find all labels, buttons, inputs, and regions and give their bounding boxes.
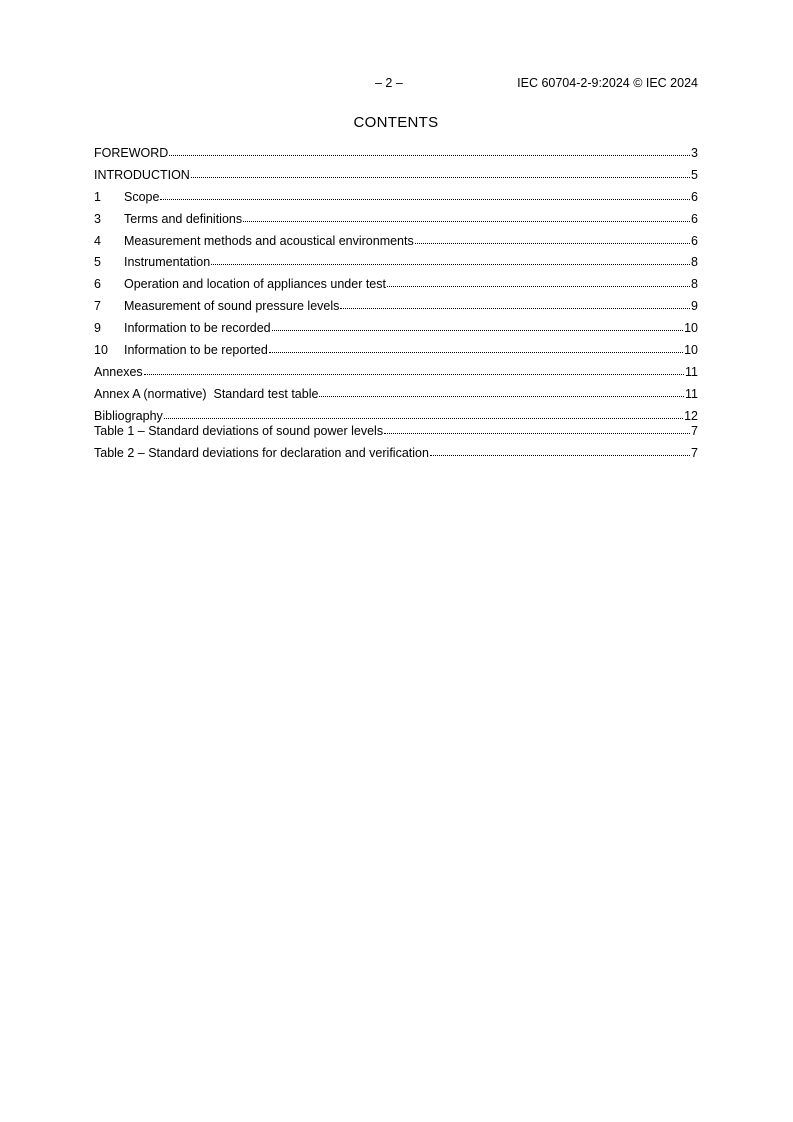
toc-entry-page: 8: [691, 277, 698, 292]
toc-entry-label: Measurement methods and acoustical environments: [124, 233, 414, 248]
toc-entry-label: Scope: [124, 189, 160, 204]
toc-entry-terms-and-definitions[interactable]: [94, 210, 698, 232]
toc-entry-introduction[interactable]: [94, 166, 698, 188]
toc-entry-label: Information to be reported: [124, 343, 268, 358]
toc-entry-page: 6: [691, 233, 698, 248]
toc-entry-page: 10: [684, 321, 698, 336]
toc-entry-label: Annex A (normative) Standard test table: [94, 386, 319, 401]
toc-entry-page: 3: [691, 146, 698, 160]
toc-entry-number: 9: [94, 321, 101, 336]
toc-entry-number: 5: [94, 255, 101, 270]
toc-entry-number: 10: [94, 343, 108, 358]
toc-entry-page: 10: [684, 343, 698, 358]
toc-entry-table-1[interactable]: [94, 422, 698, 444]
toc-entry-information-recorded[interactable]: [94, 319, 698, 341]
list-of-tables: [94, 422, 698, 466]
dot-leader: [243, 211, 690, 223]
table-of-contents: [94, 144, 698, 429]
toc-entry-label: Annexes: [94, 364, 143, 379]
toc-entry-page: 8: [691, 255, 698, 270]
contents-title: CONTENTS: [353, 114, 439, 131]
toc-entry-measurement-of-sound-pressure[interactable]: [94, 297, 698, 319]
toc-entry-foreword[interactable]: [94, 144, 698, 166]
toc-entry-label: Information to be recorded: [124, 321, 271, 336]
dot-leader: [160, 189, 690, 201]
toc-entry-table-2[interactable]: [94, 444, 698, 466]
toc-entry-page: 5: [691, 167, 698, 182]
dot-leader: [319, 386, 684, 398]
toc-entry-number: 1: [94, 189, 101, 204]
dot-leader: [387, 276, 690, 288]
page-number: – 2 –: [375, 76, 403, 90]
toc-entry-label: Table 1 – Standard deviations of sound power levels: [94, 424, 384, 438]
toc-entry-label: FOREWORD: [94, 146, 169, 160]
toc-entry-page: 7: [691, 445, 698, 460]
toc-entry-instrumentation[interactable]: [94, 253, 698, 275]
toc-entry-operation-and-location[interactable]: [94, 275, 698, 297]
toc-entry-number: 7: [94, 299, 101, 314]
toc-entry-label: Table 2 – Standard deviations for declaration and verification: [94, 445, 429, 460]
toc-entry-page: 11: [685, 386, 698, 401]
page-header: [94, 74, 698, 92]
toc-entry-annex-a[interactable]: [94, 385, 698, 407]
toc-entry-label: INTRODUCTION: [94, 167, 190, 182]
dot-leader: [144, 364, 684, 376]
toc-entry-label: Measurement of sound pressure levels: [124, 299, 340, 314]
toc-entry-label: Terms and definitions: [124, 211, 243, 226]
toc-entry-number: 4: [94, 233, 101, 248]
dot-leader: [164, 408, 683, 420]
toc-entry-page: 6: [691, 189, 698, 204]
dot-leader: [430, 445, 690, 457]
document-id: IEC 60704-2-9:2024 © IEC 2024: [517, 76, 698, 90]
toc-entry-scope[interactable]: [94, 188, 698, 210]
toc-entry-information-reported[interactable]: [94, 341, 698, 363]
toc-entry-number: 6: [94, 277, 101, 292]
dot-leader: [415, 233, 690, 245]
dot-leader: [169, 145, 690, 157]
toc-entry-page: 11: [685, 364, 698, 379]
toc-entry-label: Operation and location of appliances under test: [124, 277, 386, 292]
toc-entry-annexes[interactable]: [94, 363, 698, 385]
toc-entry-page: 7: [691, 424, 698, 438]
dot-leader: [272, 320, 683, 332]
dot-leader: [211, 254, 690, 266]
toc-entry-page: 12: [684, 408, 698, 423]
toc-entry-label: Bibliography: [94, 408, 163, 423]
toc-entry-number: 3: [94, 211, 101, 226]
dot-leader: [384, 423, 690, 435]
dot-leader: [340, 298, 690, 310]
toc-entry-page: 9: [691, 299, 698, 314]
toc-entry-measurement-methods[interactable]: [94, 232, 698, 254]
dot-leader: [191, 167, 690, 179]
dot-leader: [269, 342, 683, 354]
toc-entry-page: 6: [691, 211, 698, 226]
toc-entry-label: Instrumentation: [124, 255, 211, 270]
